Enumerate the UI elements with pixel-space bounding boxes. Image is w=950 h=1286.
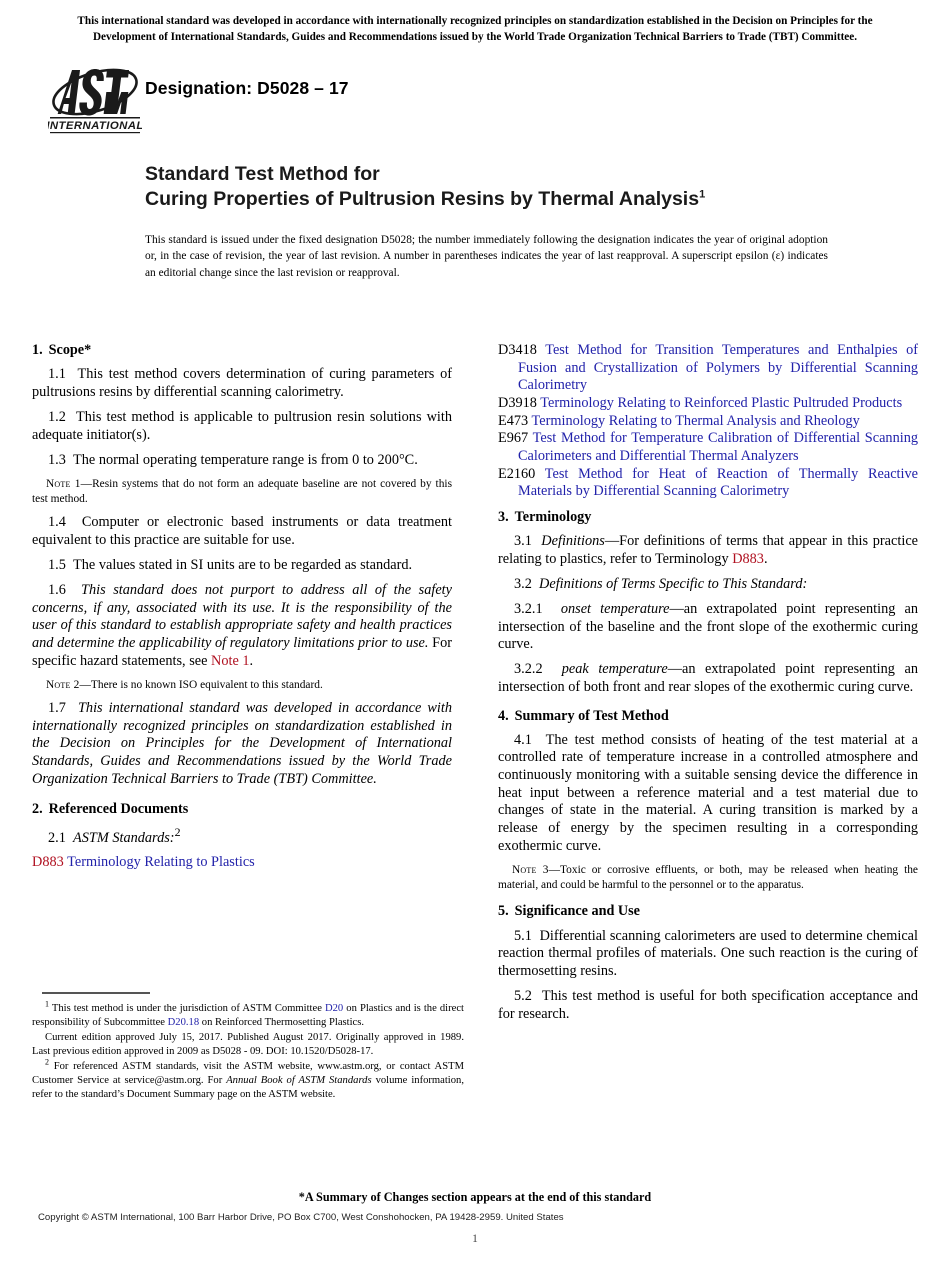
designation-label: Designation: D5028 – 17: [145, 77, 349, 98]
tbt-banner: This international standard was developed in accordance with internationally recognized principles on standardization established in the Decision on Principles for the Development of International Standards, Guides and Recommendations issued by the World Trade Organization Technical Barriers to Trade (TBT) Committee.: [77, 15, 873, 43]
paragraph-1-1: [32, 366, 452, 401]
term-label: peak temperature: [561, 661, 668, 678]
paragraph-3-2: [498, 576, 918, 594]
footnote-separator: [42, 992, 150, 994]
clause-text: This test method is useful for both specification acceptance and for research.: [498, 987, 918, 1022]
issue-statement: This standard is issued under the fixed designation D5028; the number immediately following the designation indicates the year of original adoption or, in the case of revision, the year of last revision. A number in parentheses indicates the year of last reapproval. A superscript epsilon (ε) indicates an editorial change since the last revision or reapproval.: [145, 233, 828, 279]
footnote-text: For referenced ASTM standards, visit the ASTM website, www.astm.org, or contact ASTM Customer Service at service@astm.org. For: [32, 1060, 464, 1086]
section-number: 2.: [32, 801, 43, 818]
clause-number: 2.1: [48, 830, 66, 847]
section-title: Terminology: [514, 508, 592, 525]
clause-text-end: .: [249, 652, 254, 669]
committee-d20-link[interactable]: D20: [324, 1002, 344, 1014]
standard-title[interactable]: Terminology Relating to Plastics: [67, 853, 255, 870]
footnote-2: [32, 1057, 464, 1102]
right-column: [498, 342, 918, 1031]
section-number: 1.: [32, 342, 43, 358]
section-title: Scope*: [48, 342, 92, 358]
page-title: [145, 162, 910, 213]
note-label: Note 2: [46, 678, 80, 691]
clause-number: 3.1: [514, 532, 532, 549]
note-label: Note 1: [46, 477, 81, 490]
document-header: [0, 62, 950, 144]
section-heading-summary: [498, 708, 918, 725]
list-item[interactable]: [32, 854, 452, 872]
astm-logo: [48, 62, 142, 134]
term-label: onset temperature: [560, 600, 670, 617]
clause-text: The values stated in SI units are to be regarded as standard.: [73, 556, 413, 573]
footnote-marker: 2: [45, 1057, 49, 1067]
clause-number: 1.6: [48, 581, 66, 598]
paragraph-3-1: [498, 533, 918, 568]
list-item[interactable]: [498, 430, 918, 465]
clause-number: 5.2: [514, 987, 532, 1004]
standard-title[interactable]: Test Method for Temperature Calibration of Differential Scanning Calorimeters and Differential Thermal Analyzers: [518, 430, 918, 464]
clause-number: 1.1: [48, 366, 66, 383]
clause-number: 3.2.1: [514, 600, 543, 617]
section-title: Significance and Use: [514, 903, 640, 920]
copyright-notice: Copyright © ASTM International, 100 Barr Harbor Drive, PO Box C700, West Conshohocken, PA 19428-2959. United States: [38, 1212, 564, 1223]
clause-number: 5.1: [514, 927, 532, 944]
paragraph-1-2: [32, 409, 452, 444]
title-line-2: Curing Properties of Pultrusion Resins by Thermal Analysis$^1$: [145, 188, 706, 211]
standard-id[interactable]: E2160: [498, 465, 536, 482]
paragraph-1-3: [32, 452, 452, 470]
list-item[interactable]: [498, 342, 918, 395]
paragraph-5-1: [498, 928, 918, 981]
note-2: [32, 678, 452, 693]
paragraph-1-7: [32, 700, 452, 788]
d883-link[interactable]: D883: [732, 550, 764, 567]
clause-text: The test method consists of heating of the test material at a controlled rate of temperature increase in a controlled atmosphere and continuously monitoring with a suitable sensing device the difference in heat input between a reference material and a test material due to changes of state in the material. A curing transition is marked by a release of energy by the specimen resulting in a corresponding exothermic curve.: [498, 731, 918, 854]
section-heading-referenced-documents: [32, 801, 452, 818]
clause-text: Differential scanning calorimeters are used to determine chemical reaction thermal profiles of materials. One such reaction is the curing of thermosetting resins.: [498, 927, 919, 979]
clause-number: 1.7: [48, 700, 66, 717]
paragraph-3-2-1: [498, 601, 918, 654]
astm-standards-footnote-marker: 2: [174, 825, 181, 840]
list-item[interactable]: [498, 413, 918, 431]
clause-number: 1.2: [48, 408, 66, 425]
clause-number: 3.2.2: [514, 661, 543, 678]
section-heading-significance: [498, 903, 918, 920]
standard-title[interactable]: Terminology Relating to Thermal Analysis and Rheology: [531, 412, 860, 429]
note-1-link[interactable]: Note 1: [211, 652, 250, 669]
section-title: Summary of Test Method: [514, 707, 669, 724]
section-heading-scope: [32, 342, 452, 359]
section-number: 3.: [498, 508, 509, 525]
standard-id[interactable]: D3418: [498, 342, 537, 358]
footnote-1-edition: Current edition approved July 15, 2017. Published August 2017. Originally approved in 1989. Last previous edition approved in 2009 as D5028 - 09. DOI: 10.1520/D5028-17.: [32, 1031, 464, 1057]
clause-number: 1.4: [48, 513, 66, 530]
subcommittee-d2018-link[interactable]: D20.18: [167, 1016, 200, 1028]
paragraph-2-1: [32, 825, 452, 847]
clause-text: —For definitions of terms that appear in this practice relating to plastics, refer to Terminology: [498, 532, 919, 567]
standard-title[interactable]: Test Method for Heat of Reaction of Thermally Reactive Materials by Differential Scanning Calorimetry: [518, 465, 918, 500]
section-title: Referenced Documents: [48, 801, 189, 818]
clause-text: The normal operating temperature range is from 0 to 200°C.: [73, 451, 418, 468]
astm-standards-label: ASTM Standards:: [73, 830, 175, 847]
left-column: [32, 342, 452, 871]
referenced-standards-list-left: [32, 854, 452, 872]
paragraph-1-4: [32, 514, 452, 549]
summary-of-changes-note: *A Summary of Changes section appears at the end of this standard: [298, 1190, 652, 1204]
standard-title[interactable]: Terminology Relating to Reinforced Plastic Pultruded Products: [540, 394, 903, 411]
footnote-text: This test method is under the jurisdiction of ASTM Committee: [51, 1002, 325, 1014]
clause-number: 1.5: [48, 556, 66, 573]
document-page: [0, 14, 950, 1286]
paragraph-3-2-2: [498, 661, 918, 696]
clause-text-italic: This standard does not purport to address all of the safety concerns, if any, associated with its use. It is the responsibility of the user of this standard to establish appropriate safety and health practices and determine the applicability of regulatory limitations prior to use.: [32, 581, 452, 651]
paragraph-4-1: [498, 732, 918, 856]
list-item[interactable]: [498, 466, 918, 501]
title-line-1: Standard Test Method for: [145, 162, 380, 185]
standard-id[interactable]: D3918: [498, 394, 537, 411]
footnote-text: volume information, refer to the standard’s Document Summary page on the ASTM website.: [32, 1074, 464, 1101]
clause-text: Computer or electronic based instruments or data treatment equivalent to this practice are suitable for use.: [32, 513, 452, 548]
footnote-text-italic: Annual Book of ASTM Standards: [226, 1074, 372, 1086]
section-heading-terminology: [498, 509, 918, 526]
footnote-text: on Plastics and is the direct responsibility of Subcommittee: [32, 1002, 464, 1028]
clause-number: 3.2: [514, 575, 532, 592]
clause-text: This test method covers determination of curing parameters of pultrusions resins by differential scanning calorimetry.: [32, 366, 452, 400]
paragraph-5-2: [498, 988, 918, 1023]
note-text: —Toxic or corrosive effluents, or both, may be released when heating the material, and could be harmful to the personnel or to the apparatus.: [498, 863, 918, 891]
section-number: 5.: [498, 903, 509, 920]
astm-logo-icon: [48, 62, 142, 134]
paragraph-1-5: [32, 557, 452, 575]
clause-number: 1.3: [48, 451, 66, 468]
clause-text: This test method is applicable to pultrusion resin solutions with adequate initiator(s).: [32, 408, 452, 443]
page-number: 1: [472, 1233, 478, 1245]
footnote-text: on Reinforced Thermosetting Plastics.: [199, 1016, 365, 1028]
note-text: —Resin systems that do not form an adequate baseline are not covered by this test method.: [32, 477, 452, 505]
note-text: —There is no known ISO equivalent to this standard.: [79, 678, 323, 691]
section-number: 4.: [498, 707, 509, 724]
standard-id[interactable]: E967: [498, 430, 529, 447]
clause-text-italic: This international standard was developed in accordance with internationally recognized principles on standardization established in the Decision on Principles for the Development of International Standards, Guides and Recommendations issued by the World Trade Organization Technical Barriers to Trade (TBT) Committee.: [32, 700, 452, 787]
footnote-marker: 1: [45, 999, 49, 1009]
referenced-standards-list-right: [498, 342, 918, 501]
standard-id[interactable]: E473: [498, 412, 529, 429]
clause-text-end: .: [763, 550, 768, 567]
footnotes-block: [32, 992, 464, 1103]
clause-number: 4.1: [514, 731, 532, 748]
clause-text: —an extrapolated point representing an intersection of the baseline and the front slope of the exothermic curing curve.: [498, 600, 918, 653]
standard-id[interactable]: D883: [32, 853, 64, 870]
title-footnote-marker: 1: [699, 188, 706, 201]
term-label: Definitions of Terms Specific to This Standard:: [539, 575, 808, 592]
paragraph-1-6: [32, 582, 452, 670]
astm-logo-subtext: INTERNATIONAL: [48, 119, 142, 132]
standard-title[interactable]: Test Method for Transition Temperatures and Enthalpies of Fusion and Crystallization of Polymers by Differential Scanning Calorimetry: [518, 342, 918, 394]
footnote-1: [32, 999, 464, 1030]
list-item[interactable]: [498, 395, 918, 413]
note-1: [32, 477, 452, 507]
clause-text: For specific hazard statements, see: [32, 634, 452, 669]
term-label: Definitions: [541, 532, 605, 549]
note-label: Note 3: [512, 863, 549, 876]
note-3: [498, 863, 918, 893]
clause-text: —an extrapolated point representing an intersection of both front and rear slopes of the exothermic curing curve.: [498, 661, 918, 696]
